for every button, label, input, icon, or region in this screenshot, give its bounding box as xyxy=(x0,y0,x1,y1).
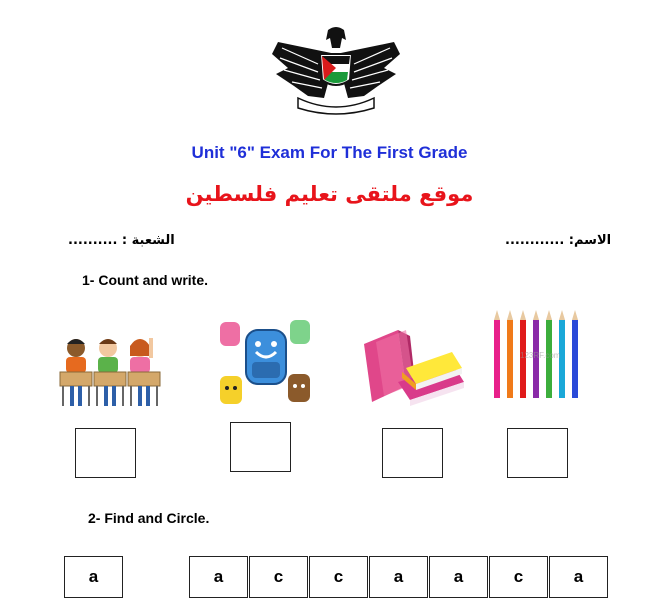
letter-cell[interactable]: a xyxy=(549,556,608,598)
exam-title: Unit "6" Exam For The First Grade xyxy=(191,143,468,162)
section-field[interactable]: الشعبة : .......... xyxy=(68,233,175,248)
pencils-picture xyxy=(490,306,584,410)
children-at-desks-picture xyxy=(56,326,168,410)
answer-box-pencils[interactable] xyxy=(507,428,568,478)
answer-box-books[interactable] xyxy=(382,428,443,478)
letter-cell[interactable]: c xyxy=(489,556,548,598)
palestine-emblem-logo xyxy=(268,24,404,118)
target-letter-box: a xyxy=(64,556,123,598)
question-1-label: 1- Count and write. xyxy=(82,272,208,288)
site-name: موقع ملتقى تعليم فلسطين xyxy=(185,182,474,206)
letter-cell[interactable]: c xyxy=(249,556,308,598)
books-picture xyxy=(358,324,468,408)
letter-cell[interactable]: a xyxy=(429,556,488,598)
school-bags-picture xyxy=(214,316,316,410)
name-field[interactable]: الاسم: ............ xyxy=(505,233,612,248)
letter-cell[interactable]: c xyxy=(309,556,368,598)
letter-cell[interactable]: a xyxy=(189,556,248,598)
question-2-label: 2- Find and Circle. xyxy=(88,510,210,526)
answer-box-bags[interactable] xyxy=(230,422,291,472)
watermark-text: 123RF.com xyxy=(520,351,561,360)
answer-box-children[interactable] xyxy=(75,428,136,478)
letter-cell[interactable]: a xyxy=(369,556,428,598)
